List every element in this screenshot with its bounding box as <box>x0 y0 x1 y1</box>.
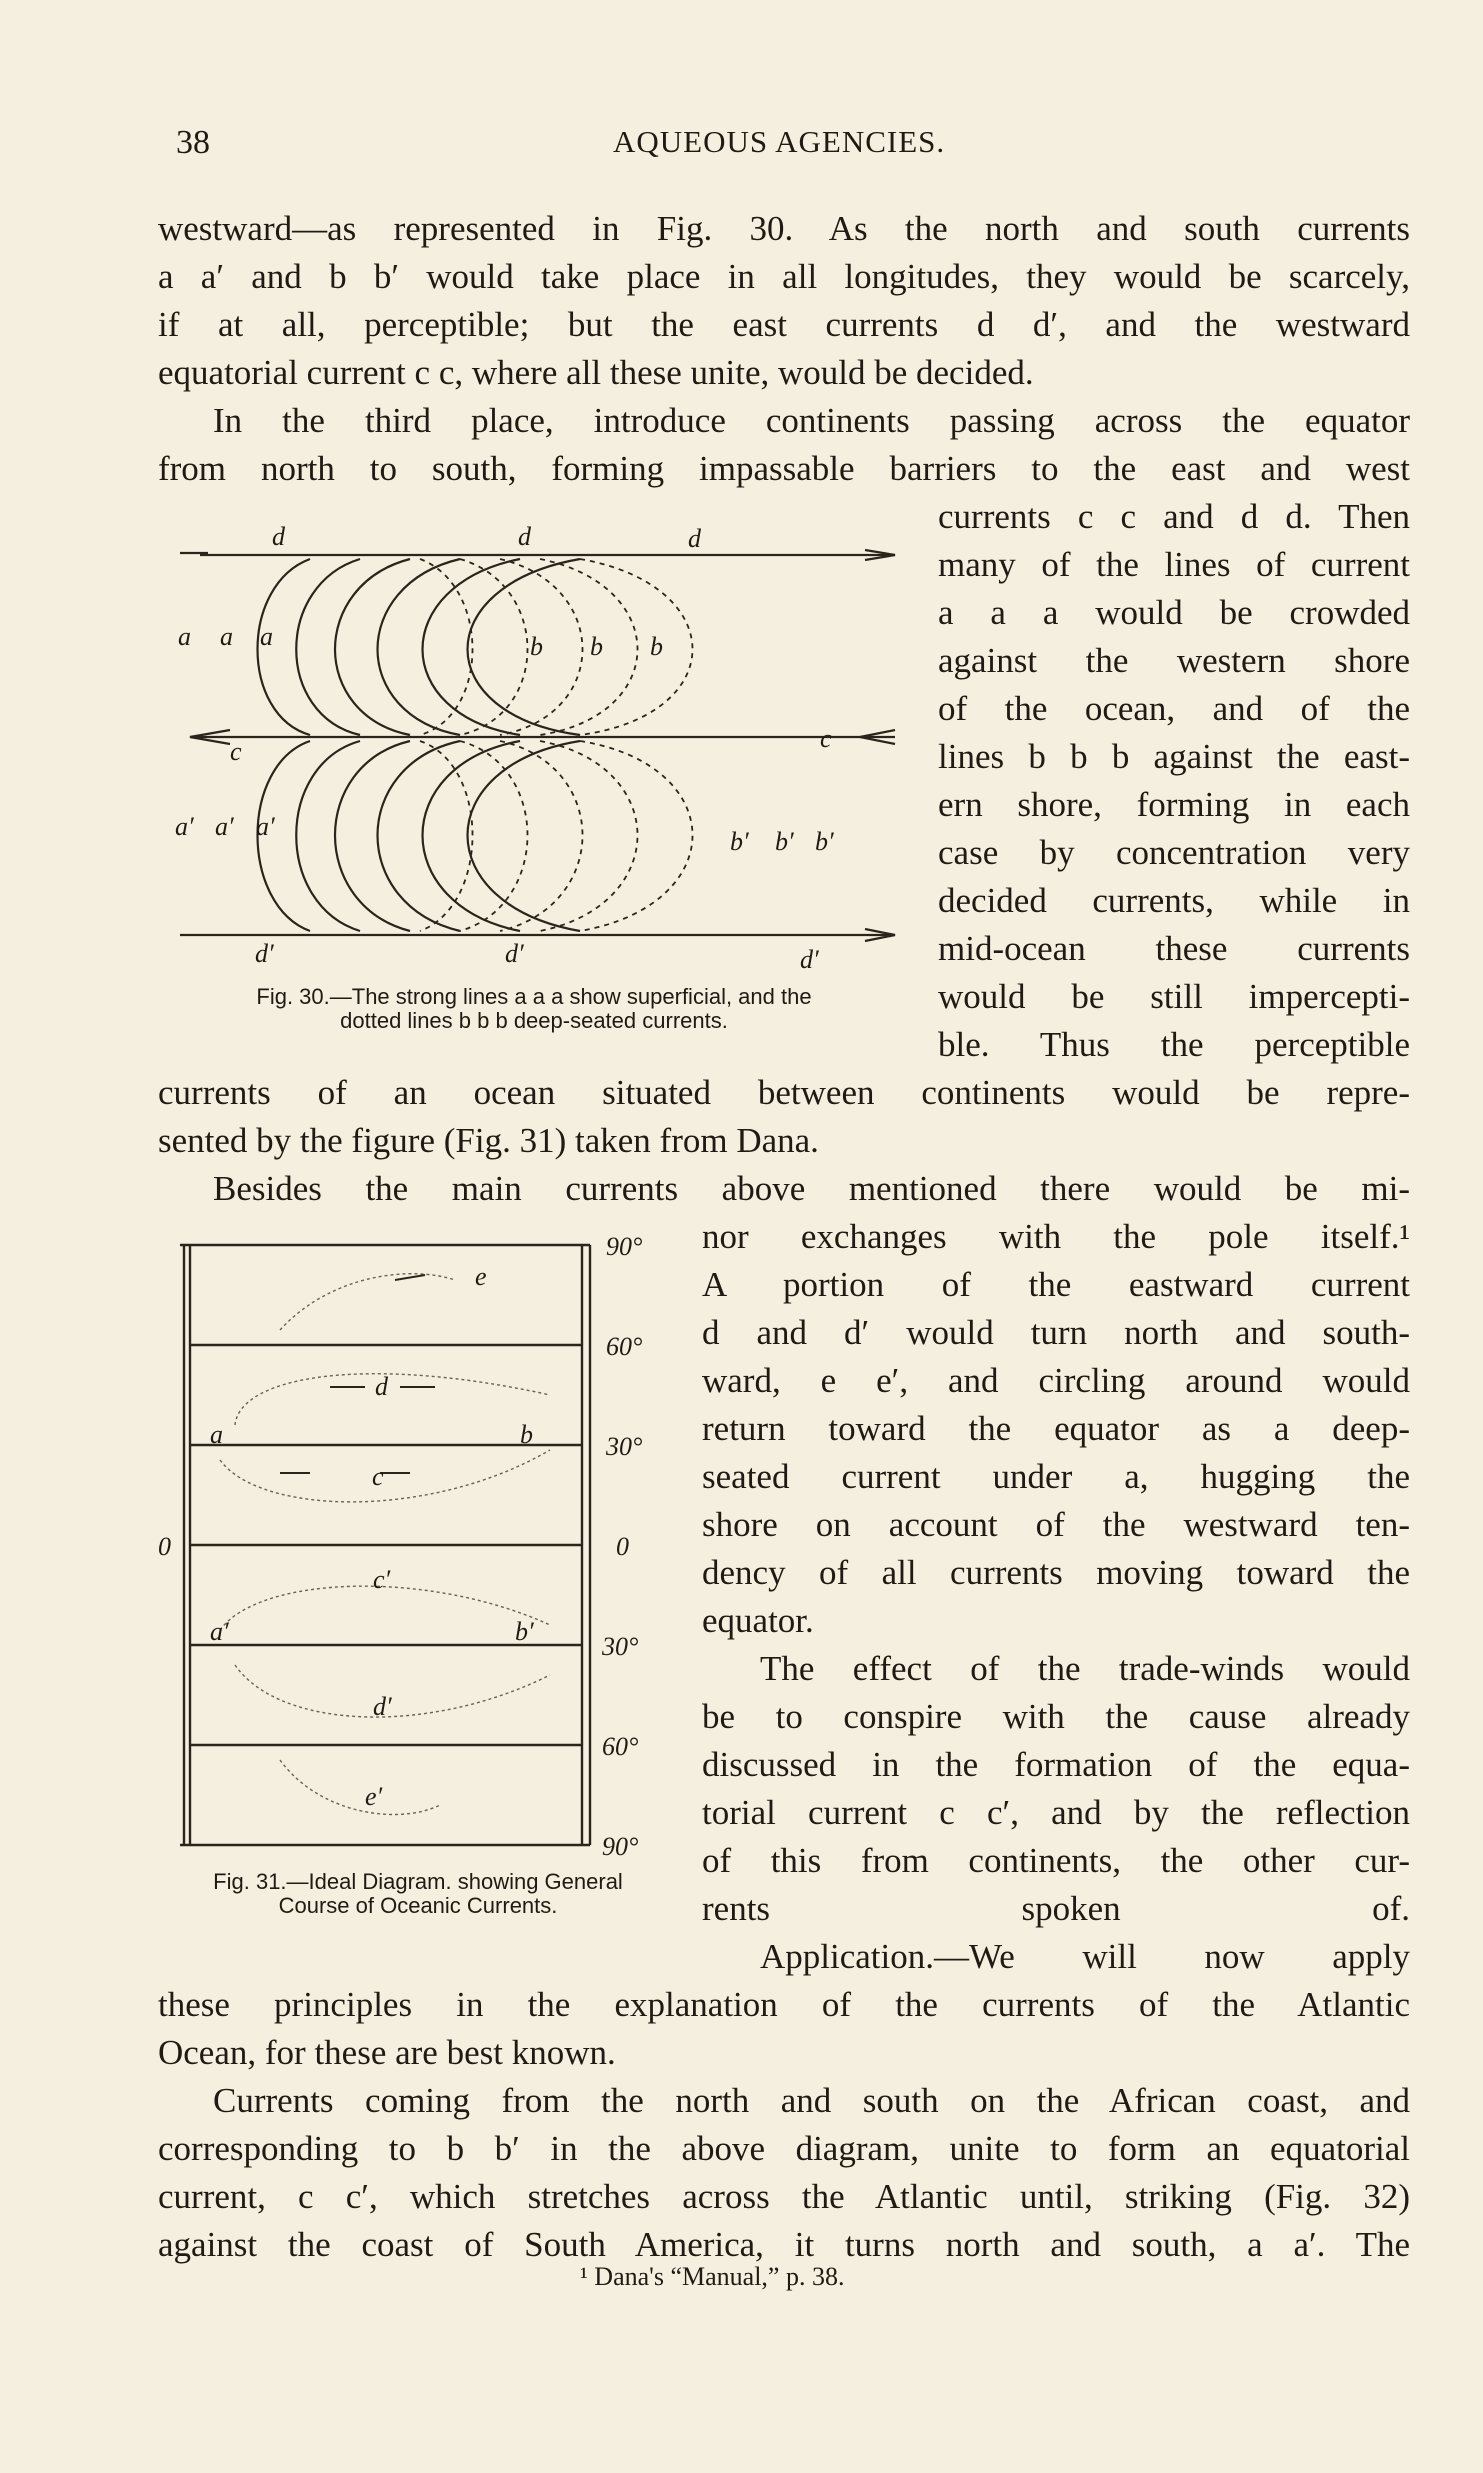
text-line: of this from continents, the other cur- <box>702 1841 1410 1880</box>
current-e <box>280 1274 455 1330</box>
latitude-label: 30° <box>606 1432 643 1461</box>
figure-30-caption <box>158 985 910 1033</box>
current-loop <box>378 741 461 931</box>
fig31-label-d-prime: d′ <box>373 1692 392 1721</box>
fig30-label-d: d <box>518 522 531 551</box>
latitude-label: 90° <box>602 1832 639 1861</box>
text-line: a a′ and b b′ would take place in all longitudes, they would be scarcely, <box>158 257 1410 296</box>
current-loop <box>468 559 581 735</box>
text-line: ern shore, forming in each <box>938 785 1410 824</box>
text-line: these principles in the explanation of the currents of the Atlantic <box>158 1985 1410 2024</box>
current-loop <box>296 741 360 931</box>
latitude-label: 0 <box>616 1532 629 1561</box>
text-line: dency of all currents moving toward the <box>702 1553 1410 1592</box>
figure-31-arrows <box>280 1275 435 1473</box>
figure-31-caption <box>138 1870 698 1918</box>
current-loop <box>335 741 410 931</box>
fig31-label-c-prime: c′ <box>373 1565 391 1594</box>
fig31-label-e: e <box>475 1262 487 1291</box>
deep-current-loop <box>420 741 473 931</box>
fig31-label-a-prime: a′ <box>210 1617 229 1646</box>
text-line: decided currents, while in <box>938 881 1410 920</box>
text-line: equatorial current c c, where all these unite, would be decided. <box>158 353 1034 392</box>
figure-31-diagram <box>140 1195 700 1895</box>
fig30-label-a: a <box>178 622 191 651</box>
text-line: against the western shore <box>938 641 1410 680</box>
latitude-label: 60° <box>606 1332 643 1361</box>
figure-31-caption-line: Course of Oceanic Currents. <box>278 1893 558 1918</box>
text-line: In the third place, introduce continents passing across the equator <box>213 401 1410 440</box>
left-zero-label: 0 <box>158 1532 171 1561</box>
latitude-label: 30° <box>602 1632 639 1661</box>
fig30-label-d: d <box>688 524 701 553</box>
text-line: ble. Thus the perceptible <box>938 1025 1410 1064</box>
deep-current-loop <box>580 741 693 931</box>
text-line: sented by the figure (Fig. 31) taken from Dana. <box>158 1121 819 1160</box>
deep-current-loop <box>460 559 528 735</box>
fig30-label-a-prime: a′ <box>256 812 275 841</box>
text-line: from north to south, forming impassable barriers to the east and west <box>158 449 1410 488</box>
figure-31-frame <box>180 1245 590 1845</box>
latitude-labels <box>158 1232 642 1861</box>
text-line: Besides the main currents above mentioned there would be mi- <box>213 1169 1410 1208</box>
figure-31-caption-line: Fig. 31.—Ideal Diagram. showing General <box>213 1869 623 1894</box>
figure-30-caption-line: Fig. 30.—The strong lines a a a show superficial, and the <box>256 984 812 1009</box>
latitude-label: 60° <box>602 1732 639 1761</box>
text-line: equator. <box>702 1601 814 1640</box>
fig30-label-a-prime: a′ <box>215 812 234 841</box>
fig31-label-b-prime: b′ <box>515 1617 534 1646</box>
fig31-label-b: b <box>520 1420 533 1449</box>
text-line: rents spoken of. <box>702 1889 1410 1928</box>
fig30-label-c: c <box>820 724 832 753</box>
fig30-label-b-prime: b′ <box>815 827 834 856</box>
page-number: 38 <box>176 124 210 161</box>
text-line: if at all, perceptible; but the east currents d d′, and the westward <box>158 305 1410 344</box>
text-line: corresponding to b b′ in the above diagram, unite to form an equatorial <box>158 2129 1410 2168</box>
fig30-label-a: a <box>260 622 273 651</box>
text-line: would be still impercepti- <box>938 977 1410 1016</box>
text-line: mid-ocean these currents <box>938 929 1410 968</box>
fig30-label-b: b <box>590 632 603 661</box>
fig30-label-d-prime: d′ <box>255 939 274 968</box>
text-line: The effect of the trade-winds would <box>760 1649 1410 1688</box>
text-line: against the coast of South America, it turns north and south, a a′. The <box>158 2225 1410 2264</box>
fig31-label-a: a <box>210 1420 223 1449</box>
running-title: AQUEOUS AGENCIES. <box>613 124 946 159</box>
page-header <box>158 118 1408 168</box>
deep-current-loop <box>460 741 528 931</box>
figure-30-caption-line: dotted lines b b b deep-seated currents. <box>340 1008 728 1033</box>
fig31-label-d: d <box>375 1372 388 1401</box>
fig30-label-d: d <box>272 522 285 551</box>
text-line: Ocean, for these are best known. <box>158 2033 616 2072</box>
fig30-label-a: a <box>220 622 233 651</box>
fig30-label-a-prime: a′ <box>175 812 194 841</box>
fig30-label-d-prime: d′ <box>505 939 524 968</box>
text-line: westward—as represented in Fig. 30. As the north and south currents <box>158 209 1410 248</box>
text-line: currents of an ocean situated between continents would be repre- <box>158 1073 1410 1112</box>
text-line: be to conspire with the cause already <box>702 1697 1410 1736</box>
text-line: Currents coming from the north and south on the African coast, and <box>213 2081 1410 2120</box>
current-c <box>220 1450 550 1502</box>
latitude-label: 90° <box>606 1232 643 1261</box>
fig31-label-e-prime: e′ <box>365 1782 383 1811</box>
fig30-label-b: b <box>530 632 543 661</box>
text-line: of the ocean, and of the <box>938 689 1410 728</box>
text-line: shore on account of the westward ten- <box>702 1505 1410 1544</box>
figure-30-lines <box>180 550 895 941</box>
text-line: many of the lines of current <box>938 545 1410 584</box>
text-line: a a a would be crowded <box>938 593 1410 632</box>
deep-current-loop <box>420 559 473 735</box>
current-e-prime <box>280 1760 440 1815</box>
fig30-label-b: b <box>650 632 663 661</box>
text-line: nor exchanges with the pole itself.¹ <box>702 1217 1410 1256</box>
deep-current-loop <box>500 741 583 931</box>
text-line: currents c c and d d. Then <box>938 497 1410 536</box>
fig30-label-d-prime: d′ <box>800 945 819 974</box>
current-loop <box>296 559 360 735</box>
text-line: torial current c c′, and by the reflection <box>702 1793 1410 1832</box>
footnote: ¹ Dana's “Manual,” p. 38. <box>580 2262 845 2291</box>
current-loop <box>335 559 410 735</box>
arrow-e <box>395 1275 425 1280</box>
text-line: current, c c′, which stretches across the Atlantic until, striking (Fig. 32) <box>158 2177 1410 2216</box>
text-line: Application.—We will now apply <box>760 1937 1410 1976</box>
fig30-label-b-prime: b′ <box>730 827 749 856</box>
text-line: discussed in the formation of the equa- <box>702 1745 1410 1784</box>
text-line: seated current under a, hugging the <box>702 1457 1410 1496</box>
fig31-label-c: c <box>372 1462 384 1491</box>
figure-30-diagram <box>160 515 910 985</box>
text-line: A portion of the eastward current <box>702 1265 1410 1304</box>
text-line: ward, e e′, and circling around would <box>702 1361 1410 1400</box>
text-line: lines b b b against the east- <box>938 737 1410 776</box>
text-line: return toward the equator as a deep- <box>702 1409 1410 1448</box>
fig30-label-b-prime: b′ <box>775 827 794 856</box>
current-d <box>235 1374 550 1425</box>
text-line: d and d′ would turn north and south- <box>702 1313 1410 1352</box>
current-loop <box>468 741 581 931</box>
text-line: case by concentration very <box>938 833 1410 872</box>
current-loop <box>378 559 461 735</box>
deep-current-loop <box>540 559 638 735</box>
current-d-prime <box>235 1665 550 1717</box>
fig30-label-c: c <box>230 737 242 766</box>
